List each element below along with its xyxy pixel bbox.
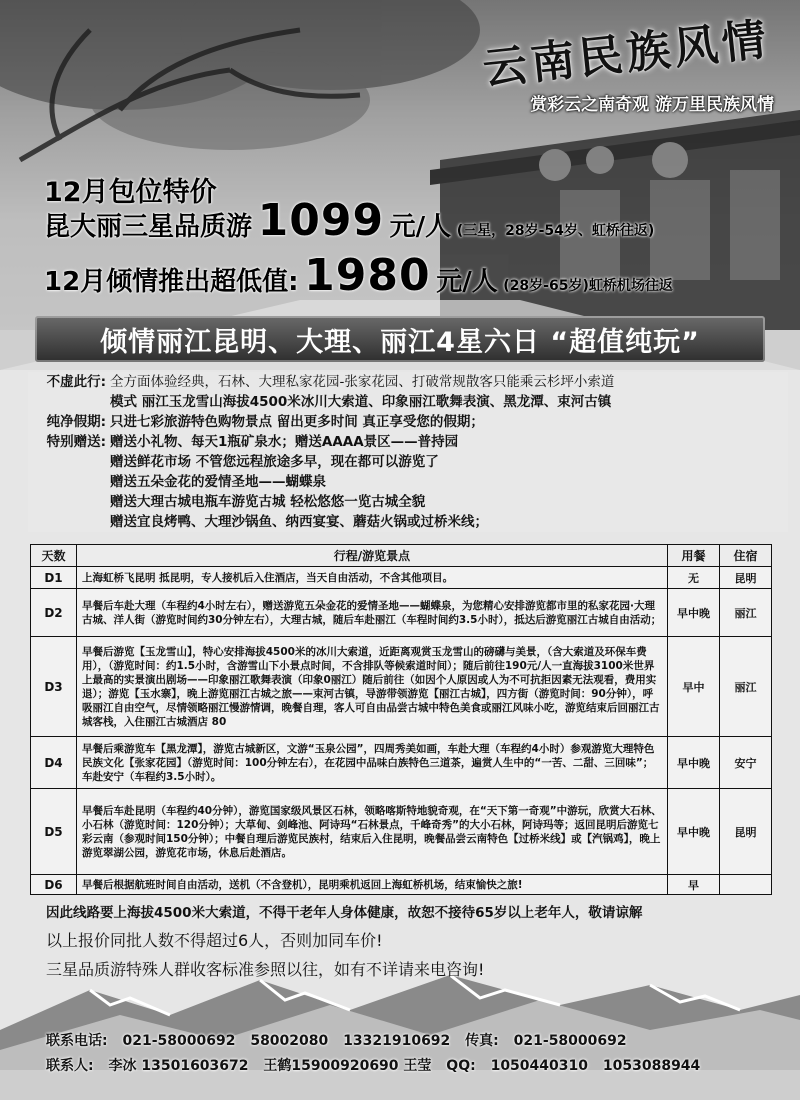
promo-offer-price: 1980	[304, 250, 431, 301]
promo-offer-price: 1099	[257, 195, 385, 246]
cell-desc: 早餐后根据航班时间自由活动，送机（不含登机），昆明乘机返回上海虹桥机场，结束愉快之旅!	[77, 875, 668, 895]
cell-day: D4	[31, 737, 77, 789]
cell-desc: 上海虹桥飞昆明 抵昆明，专人接机后入住酒店，当天自由活动，不含其他项目。	[77, 567, 668, 589]
promo-offer-unit: 元/人	[436, 267, 498, 297]
promo-offer-label: 12月倾情推出超低值:	[44, 267, 299, 297]
feature-row	[28, 392, 788, 412]
qq-label: QQ:	[446, 1058, 476, 1074]
col-header-stay: 住宿	[720, 545, 772, 567]
cell-day: D6	[31, 875, 77, 895]
cell-meals: 早	[668, 875, 720, 895]
table-row	[31, 637, 772, 737]
cell-desc: 早餐后车赴大理（车程约4小时左右），赠送游览五朵金花的爱情圣地——蝴蝶泉，为您精心安排游览都市里的私家花园·大理古城、洋人街（游览时间约30分钟左右），大理古城，随后车赴丽江（车程时间约3.5小时），抵达后游览丽江古城自由活动；	[77, 589, 668, 637]
brand-title: 云南民族风情	[480, 14, 773, 95]
feature-row	[28, 412, 788, 432]
feature-key: 不虚此行:	[46, 374, 106, 390]
promo-offer-note: (三星，28岁-54岁、虹桥往返)	[456, 223, 655, 239]
cell-stay: 昆明	[720, 789, 772, 875]
feature-row	[28, 512, 788, 532]
promo-offer-unit: 元/人	[389, 212, 452, 242]
feature-row	[28, 372, 788, 392]
features-list	[28, 372, 788, 532]
cell-stay: 丽江	[720, 637, 772, 737]
phone-number[interactable]: 58002080	[250, 1033, 329, 1049]
cell-desc: 早餐后车赴昆明（车程约40分钟），游览国家级风景区石林，领略喀斯特地貌奇观，在“天下第一奇观”中游玩，欣赏大石林、小石林（游览时间：120分钟）；大草甸、剑峰池、阿诗玛“石林景点，千峰奇秀”的大小石林，阿诗玛等；返回昆明后游览七彩云南（参观时间150分钟）；中餐自理后游览民族村，结束后入住昆明，晚餐品尝云南特色【过桥米线】或【汽锅鸡】，晚上游览翠湖公园，游览花市场，休息后赴酒店。	[77, 789, 668, 875]
cell-stay	[720, 875, 772, 895]
table-row	[31, 589, 772, 637]
cell-day: D5	[31, 789, 77, 875]
note-special-groups: 三星品质游特殊人群收客标准参照以往，如有不详请来电咨询!	[46, 960, 485, 979]
table-row	[31, 567, 772, 589]
table-row	[31, 789, 772, 875]
cell-day: D2	[31, 589, 77, 637]
fax-number[interactable]: 021-58000692	[513, 1033, 627, 1049]
col-header-desc: 行程/游览景点	[77, 545, 668, 567]
phone-number[interactable]: 13321910692	[343, 1033, 451, 1049]
phone-label: 联系电话:	[46, 1033, 108, 1049]
cell-meals: 无	[668, 567, 720, 589]
col-header-meals: 用餐	[668, 545, 720, 567]
promo-heading: 12月包位特价	[44, 177, 217, 208]
feature-value: 赠送小礼物、每天1瓶矿泉水；赠送AAAA景区——普持园	[110, 434, 459, 450]
feature-value: 赠送鲜花市场 不管您远程旅途多早，现在都可以游览了	[110, 454, 439, 470]
feature-value: 全方面体验经典，石林、大理私家花园-张家花园、打破常规散客只能乘云杉坪小索道	[110, 374, 615, 390]
cell-meals: 早中晚	[668, 789, 720, 875]
note-altitude-warning	[46, 900, 776, 926]
notes-section	[46, 900, 776, 984]
itinerary-table	[30, 544, 772, 895]
tour-banner: 倾情丽江昆明、大理、丽江4星六日 “超值纯玩”	[35, 316, 765, 362]
note-group-size: 以上报价同批人数不得超过6人，否则加同车价!	[46, 931, 383, 950]
contact-person[interactable]: 李冰 13501603672	[108, 1058, 249, 1074]
feature-value: 赠送五朵金花的爱情圣地——蝴蝶泉	[110, 474, 326, 490]
feature-row	[28, 452, 788, 472]
cell-meals: 早中晚	[668, 589, 720, 637]
feature-key: 纯净假期:	[46, 414, 106, 430]
qq-number[interactable]: 1050440310	[490, 1058, 588, 1074]
feature-row	[28, 492, 788, 512]
cell-desc: 早餐后游览【玉龙雪山】，特心安排海拔4500米的冰川大索道，近距离观赏玉龙雪山的磅礴与美景，（含大索道及环保车费用），（游览时间：约1.5小时，含游雪山下小景点时间，不含排队等候索道时间）；随后前往190元/人一直海拔3100米世界上最高的实景演出剧场——印象丽江歌舞表演（印象0丽江）随后前往（如因个人原因或人为不可抗拒因素无法观看，费用实退）；游览【玉水寨】，晚上游览丽江古城之旅——束河古镇，导游带领游览【丽江古城】，四方街（游览时间：90分钟），呼吸丽江自由空气，尽情领略丽江慢游情调，晚餐自理，客人可自由品尝古城中特色美食或丽江风味小吃，游览结束后回丽江古城客栈，入住丽江古城酒店 80	[77, 637, 668, 737]
fax-label: 传真:	[465, 1033, 499, 1049]
phone-number[interactable]: 021-58000692	[122, 1033, 236, 1049]
cell-stay: 安宁	[720, 737, 772, 789]
cell-meals: 早中	[668, 637, 720, 737]
feature-value: 模式 丽江玉龙雪山海拔4500米冰川大索道、印象丽江歌舞表演、黑龙潭、束河古镇	[110, 394, 612, 410]
promo-offer-note: (28岁-65岁)虹桥机场往返	[503, 278, 673, 294]
cell-day: D3	[31, 637, 77, 737]
table-row	[31, 875, 772, 895]
col-header-day: 天数	[31, 545, 77, 567]
cell-day: D1	[31, 567, 77, 589]
feature-row	[28, 472, 788, 492]
cell-meals: 早中晚	[668, 737, 720, 789]
feature-value: 赠送宜良烤鸭、大理沙锅鱼、纳西宴宴、蘑菇火锅或过桥米线；	[110, 514, 488, 530]
cell-desc: 早餐后乘游览车【黑龙潭】，游览古城新区，文游“玉泉公园”，四周秀美如画，车赴大理（车程约4小时）参观游览大理特色民族文化【张家花园】（游览时间：100分钟左右），在花园中品味白族特色三道茶，遍赏人生中的“一苦、二甜、三回味”；车赴安宁（车程约3.5小时）。	[77, 737, 668, 789]
note-emphasis: 不得干老年人身体健康，故恕不接待65岁以上老年人，敬请谅解	[259, 905, 643, 921]
note-text: 因此线路要上海拔4500米大索道，	[46, 905, 260, 921]
qq-number[interactable]: 1053088944	[602, 1058, 701, 1074]
brand-subtitle: 赏彩云之南奇观 游万里民族风情	[530, 95, 774, 115]
feature-value: 只进七彩旅游特色购物景点 留出更多时间 真正享受您的假期；	[110, 414, 484, 430]
contact-phone-line	[46, 1030, 786, 1050]
promo-offer-1099	[44, 195, 654, 246]
contact-person[interactable]: 王鹤15900920690 王莹	[263, 1058, 432, 1074]
feature-key: 特别赠送:	[46, 434, 106, 450]
feature-value: 赠送大理古城电瓶车游览古城 轻松悠悠一览古城全貌	[110, 494, 426, 510]
hero-section	[0, 0, 800, 370]
table-row	[31, 737, 772, 789]
feature-row	[28, 432, 788, 452]
promo-offer-1980	[44, 250, 673, 301]
promo-offer-label: 昆大丽三星品质游	[44, 212, 253, 242]
person-label: 联系人:	[46, 1058, 94, 1074]
table-header-row	[31, 545, 772, 567]
cell-stay: 丽江	[720, 589, 772, 637]
contact-person-line	[46, 1055, 786, 1075]
cell-stay: 昆明	[720, 567, 772, 589]
